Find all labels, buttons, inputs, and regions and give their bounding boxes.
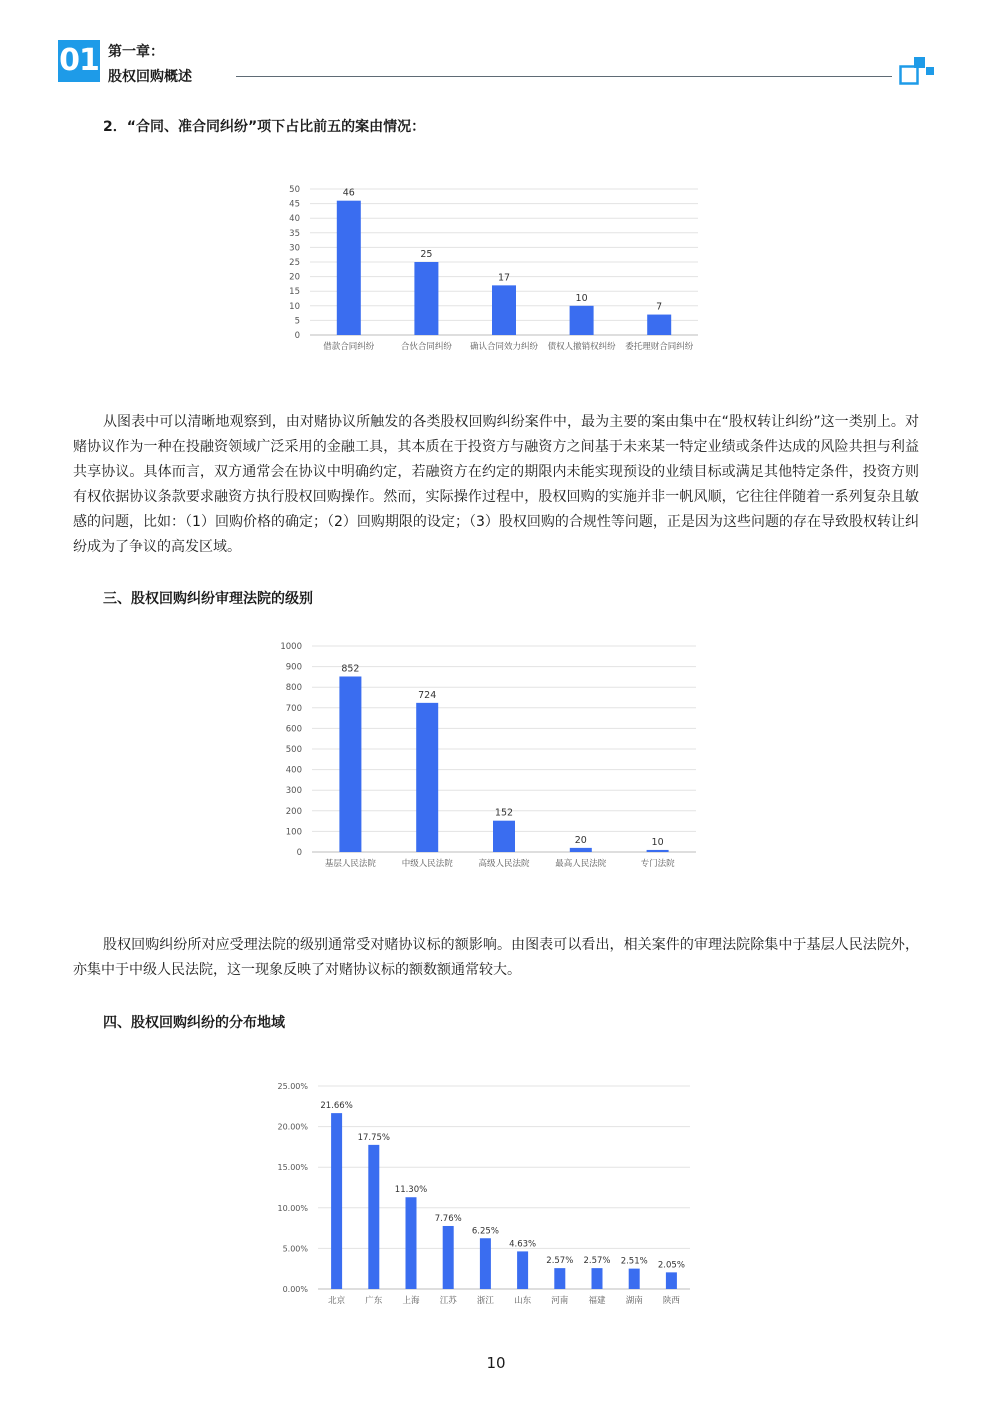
y-tick-label: 0.00% (282, 1285, 308, 1294)
data-label: 11.30% (394, 1185, 428, 1196)
bar (368, 1145, 379, 1289)
y-tick-label: 30 (289, 243, 300, 254)
x-tick-label: 中级人民法院 (401, 859, 453, 869)
bar (647, 315, 671, 335)
y-tick-label: 20.00% (277, 1122, 308, 1132)
x-tick-label: 湖南 (625, 1296, 643, 1306)
y-tick-label: 300 (285, 786, 302, 797)
x-tick-label: 合伙合同纠纷 (400, 342, 452, 352)
y-tick-label: 5.00% (282, 1244, 308, 1254)
data-label: 20 (574, 834, 587, 846)
paragraph-chart-analysis: 从图表中可以清晰地观察到，由对赌协议所触发的各类股权回购纠纷案件中，最为主要的案由集中在“股权转让纠纷”这一类别上。对赌协议作为一种在投融资领域广泛采用的金融工具，其本质在于投资方与融资方之间基于未来某一特定业绩或条件达成的风险共担与利益共享协议。具体而言，双方通常会在协议中明确约定，若融资方在约定的期限内未能实现预设的业绩目标或满足其他特定条件，投资方则有权依据协议条款要求融资方执行股权回购操作。然而，实际操作过程中，股权回购的实施并非一帆风顺，它往往伴随着一系列复杂且敏感的问题，比如：（1）回购价格的确定；（2）回购期限的设定；（3）股权回购的合规性等问题，正是因为这些问题的存在导致股权转让纠纷成为了争议的高发区域。 (73, 414, 919, 555)
section-heading-contract-disputes: 2．“合同、准合同纠纷”项下占比前五的案由情况： (103, 119, 426, 135)
y-tick-label: 700 (285, 703, 302, 714)
data-label: 7.76% (434, 1213, 462, 1224)
data-label: 2.57% (546, 1256, 574, 1267)
x-tick-label: 河南 (551, 1296, 569, 1306)
x-tick-label: 债权人撤销权纠纷 (547, 342, 616, 352)
bar (570, 848, 592, 852)
y-tick-label: 1000 (280, 642, 302, 652)
section-heading-region-distribution: 四、股权回购纠纷的分布地域 (103, 1015, 285, 1031)
bar (414, 262, 438, 335)
data-label: 2.51% (620, 1256, 648, 1267)
y-tick-label: 35 (289, 228, 300, 239)
data-label: 10 (575, 292, 588, 304)
data-label: 724 (418, 689, 437, 701)
y-tick-label: 10.00% (277, 1203, 308, 1213)
chapter-number-badge: 01 (58, 40, 100, 82)
x-tick-label: 专门法院 (640, 859, 675, 869)
bar (416, 703, 438, 852)
x-tick-label: 最高人民法院 (555, 859, 607, 869)
x-tick-label: 浙江 (476, 1296, 494, 1306)
section-heading-court-level: 三、股权回购纠纷审理法院的级别 (103, 591, 313, 607)
bar (666, 1272, 677, 1289)
x-tick-label: 北京 (328, 1296, 346, 1306)
chart-region-distribution (270, 1076, 710, 1316)
bar (570, 306, 594, 335)
data-label: 46 (342, 187, 355, 199)
x-tick-label: 基层人民法院 (324, 859, 376, 869)
y-tick-label: 0 (294, 331, 300, 341)
y-tick-label: 50 (289, 185, 300, 195)
y-tick-label: 10 (289, 301, 300, 312)
data-label: 852 (341, 663, 360, 675)
bar (443, 1226, 454, 1289)
x-tick-label: 广东 (365, 1296, 383, 1306)
x-tick-label: 江苏 (439, 1296, 457, 1306)
y-tick-label: 45 (289, 199, 300, 210)
y-tick-label: 25.00% (277, 1082, 308, 1091)
x-tick-label: 陕西 (662, 1296, 680, 1306)
bar (406, 1197, 417, 1289)
bar (554, 1268, 565, 1289)
bar (592, 1268, 603, 1289)
header-divider (236, 76, 892, 77)
data-label: 17 (497, 272, 511, 284)
x-tick-label: 高级人民法院 (478, 859, 530, 869)
x-tick-label: 福建 (588, 1296, 606, 1306)
bar (493, 821, 515, 852)
data-label: 10 (651, 836, 664, 848)
y-tick-label: 800 (285, 683, 302, 694)
chapter-label: 第一章： (108, 44, 164, 60)
y-tick-label: 200 (285, 806, 302, 817)
paragraph-court-level-analysis: 股权回购纠纷所对应受理法院的级别通常受对赌协议标的额影响。由图表可以看出，相关案件的审理法院除集中于基层人民法院外，亦集中于中级人民法院，这一现象反映了对赌协议标的额数额通常较大。 (73, 937, 919, 978)
y-tick-label: 100 (285, 827, 302, 838)
data-label: 2.57% (583, 1256, 611, 1267)
bar (647, 850, 669, 852)
y-tick-label: 400 (285, 765, 302, 776)
data-label: 7 (656, 301, 663, 313)
y-tick-label: 40 (289, 214, 300, 225)
data-label: 6.25% (471, 1226, 499, 1237)
y-tick-label: 5 (294, 316, 300, 327)
bar (337, 201, 361, 335)
data-label: 4.63% (509, 1239, 537, 1250)
y-tick-label: 25 (289, 258, 300, 268)
x-tick-label: 借款合同纠纷 (323, 342, 375, 352)
y-tick-label: 15 (289, 287, 300, 298)
bar (492, 285, 516, 335)
data-label: 2.05% (657, 1260, 685, 1271)
x-tick-label: 山东 (514, 1296, 532, 1306)
data-label: 17.75% (357, 1132, 391, 1143)
y-tick-label: 500 (285, 745, 302, 755)
data-label: 25 (420, 249, 433, 260)
y-tick-label: 15.00% (277, 1163, 308, 1173)
y-tick-label: 20 (289, 272, 300, 283)
bar (629, 1269, 640, 1289)
y-tick-label: 600 (285, 724, 302, 735)
chart-court-level (270, 636, 710, 876)
x-tick-label: 上海 (402, 1296, 420, 1306)
y-tick-label: 900 (285, 662, 302, 673)
bar (339, 676, 361, 852)
chapter-title: 股权回购概述 (108, 69, 192, 85)
page-number: 10 (486, 1354, 506, 1372)
bar (331, 1113, 342, 1289)
data-label: 21.66% (320, 1101, 353, 1112)
x-tick-label: 确认合同效力纠纷 (469, 342, 539, 352)
data-label: 152 (494, 807, 514, 819)
bar (480, 1238, 491, 1289)
chart-contract-dispute-causes (270, 176, 710, 366)
squares-icon (899, 56, 939, 88)
x-tick-label: 委托理财合同纠纷 (625, 342, 694, 352)
y-tick-label: 0 (296, 848, 302, 858)
bar (517, 1251, 528, 1289)
